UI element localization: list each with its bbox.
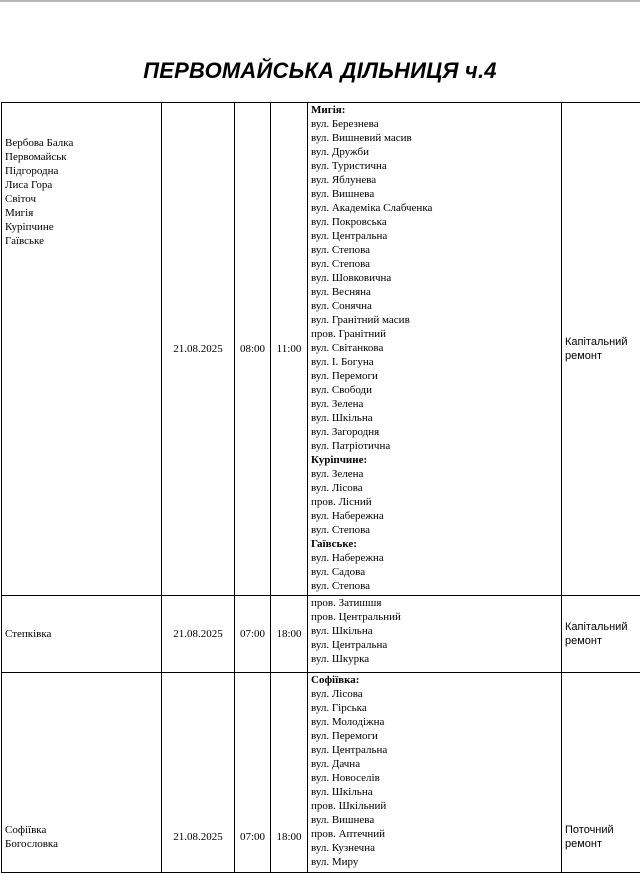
page-title: ПЕРВОМАЙСЬКА ДІЛЬНИЦЯ ч.4 [143,58,497,83]
settlement-name: Мигія [5,207,34,219]
village-header: Софіївка: [311,674,360,686]
street-item: вул. Степова [311,580,371,592]
end-time-cell: 18:00 [271,596,308,673]
street-item: вул. Шкурка [311,653,370,665]
street-item: пров. Затишшя [311,597,382,609]
settlements-cell [2,673,162,873]
street-item: вул. Світанкова [311,342,384,354]
street-item: вул. Молодіжна [311,716,385,728]
street-item: пров. Гранітний [311,328,387,340]
street-item: вул. Центральна [311,744,388,756]
streets-cell [308,673,562,873]
street-item: вул. Дачна [311,758,361,770]
street-item: вул. Садова [311,566,366,578]
street-item: вул. Центральна [311,639,388,651]
settlement-name: Гаївське [5,235,45,247]
date-cell: 21.08.2025 [162,103,235,596]
table-row [2,673,640,873]
settlements-cell [2,103,162,596]
street-item: вул. Новоселів [311,772,380,784]
start-time-cell: 07:00 [235,673,271,873]
settlement-name: Софіївка [5,824,47,836]
date-cell: 21.08.2025 [162,596,235,673]
street-item: вул. Шкільна [311,625,373,637]
street-item: пров. Шкільний [311,800,387,812]
street-item: вул. Академіка Слабченка [311,202,433,214]
street-item: вул. Туристична [311,160,387,172]
street-item: вул. Степова [311,524,371,536]
settlement-name: Степківка [5,628,52,640]
street-item: вул. Лісова [311,688,363,700]
street-item: вул. Лісова [311,482,363,494]
street-item: пров. Центральний [311,611,401,623]
street-item: вул. Березнева [311,118,379,130]
street-item: вул. Перемоги [311,730,378,742]
street-item: вул. Центральна [311,230,388,242]
settlement-name: Підгородна [5,165,59,177]
top-divider [0,0,640,2]
table-row [2,596,640,673]
street-item: вул. Гірська [311,702,367,714]
street-item: вул. Сонячна [311,300,372,312]
settlement-name: Богословка [5,838,58,850]
street-item: вул. Шовковична [311,272,392,284]
street-item: пров. Аптечний [311,828,386,840]
reason-cell: Поточний ремонт [562,673,640,873]
village-header: Гаївське: [311,538,357,550]
street-item: вул. Кузнечна [311,842,375,854]
date-cell: 21.08.2025 [162,673,235,873]
end-time-cell: 18:00 [271,673,308,873]
end-time-cell: 11:00 [271,103,308,596]
street-item: вул. Набережна [311,510,384,522]
settlement-name: Куріпчине [5,221,54,233]
village-header: Мигія: [311,104,346,116]
street-item: вул. Свободи [311,384,373,396]
street-item: вул. Дружби [311,146,369,158]
street-item: вул. Зелена [311,398,364,410]
settlements-cell [2,596,162,673]
village-header: Куріпчине: [311,454,368,466]
settlement-name: Лиса Гора [5,179,53,191]
street-item: вул. Покровська [311,216,387,228]
street-item: пров. Лісний [311,496,372,508]
street-item: вул. Вишнева [311,188,375,200]
street-item: вул. Весняна [311,286,371,298]
street-item: вул. Степова [311,258,371,270]
street-item: вул. Вишневий масив [311,132,412,144]
street-item: вул. Вишнева [311,814,375,826]
street-item: вул. Яблунева [311,174,377,186]
reason-cell: Капітальний ремонт [562,103,640,596]
street-item: вул. Патріотична [311,440,391,452]
street-item: вул. Гранітний масив [311,314,410,326]
street-item: вул. І. Богуна [311,356,374,368]
outage-table [1,102,640,873]
street-item: вул. Загородня [311,426,380,438]
street-item: вул. Набережна [311,552,384,564]
street-item: вул. Степова [311,244,371,256]
reason-cell: Капітальний ремонт [562,596,640,673]
table-row [2,103,640,596]
street-item: вул. Шкільна [311,786,373,798]
street-item: вул. Зелена [311,468,364,480]
settlement-name: Первомайськ [5,151,67,163]
street-item: вул. Миру [311,856,359,868]
street-item: вул. Перемоги [311,370,378,382]
start-time-cell: 08:00 [235,103,271,596]
streets-cell [308,103,562,596]
settlement-name: Світоч [5,193,36,205]
streets-cell [308,596,562,673]
settlement-name: Вербова Балка [5,137,74,149]
start-time-cell: 07:00 [235,596,271,673]
street-item: вул. Шкільна [311,412,373,424]
